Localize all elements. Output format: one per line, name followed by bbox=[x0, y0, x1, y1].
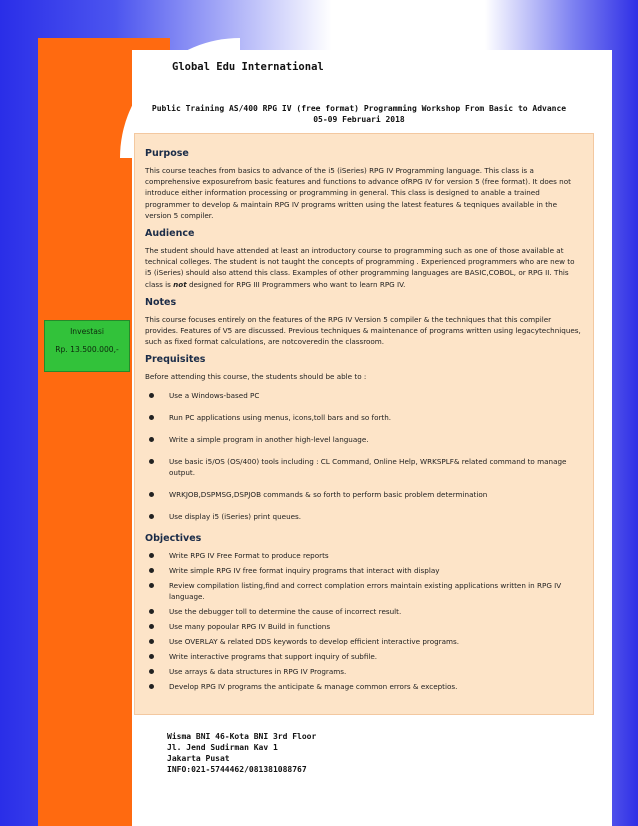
list-item bbox=[145, 565, 583, 576]
list-item-text: Use the debugger toll to determine the cause of incorrect result. bbox=[169, 606, 402, 616]
training-dates: 05-09 Februari 2018 bbox=[313, 115, 405, 124]
list-item-text: Use a Windows-based PC bbox=[169, 390, 260, 400]
audience-text-after: designed for RPG III Programmers who want to learn RPG IV. bbox=[186, 279, 406, 289]
bullet-icon bbox=[149, 624, 154, 629]
list-item bbox=[145, 621, 583, 632]
investasi-price: Rp. 13.500.000,- bbox=[55, 345, 119, 354]
bullet-icon bbox=[149, 583, 154, 588]
list-item-text: Write a simple program in another high-level language. bbox=[169, 434, 369, 444]
list-item bbox=[145, 456, 583, 478]
audience-text-before: The student should have attended at least an introductory course to programming such as one of those available at technical colleges. The student is not taught the concepts of programming . Experienced programmers who are new to i5 (iSeries) should also attend this class. Examples of other programming languages are BASIC,COBOL, or RPG II. This class is bbox=[145, 246, 575, 289]
address-line: Wisma BNI 46-Kota BNI 3rd Floor bbox=[167, 732, 317, 741]
investasi-badge bbox=[44, 320, 130, 372]
list-item-text: Write simple RPG IV free format inquiry programs that interact with display bbox=[169, 565, 440, 575]
list-item bbox=[145, 390, 583, 401]
bullet-icon bbox=[149, 415, 154, 420]
prerequisites-heading: Prequisites bbox=[145, 354, 206, 366]
list-item-text: Use OVERLAY & related DDS keywords to develop efficient interactive programs. bbox=[169, 636, 460, 646]
list-item bbox=[145, 666, 583, 677]
bullet-icon bbox=[149, 459, 154, 464]
list-item-text: Review compilation listing,find and correct complation errors maintain existing applications written in RPG IV language. bbox=[169, 580, 562, 601]
company-name: Global Edu International bbox=[172, 61, 324, 73]
list-item bbox=[145, 651, 583, 662]
objectives-heading: Objectives bbox=[145, 532, 202, 544]
investasi-label: Investasi bbox=[70, 327, 104, 336]
prerequisites-list bbox=[145, 390, 583, 522]
audience-heading: Audience bbox=[145, 228, 195, 240]
list-item-text: Run PC applications using menus, icons,toll bars and so forth. bbox=[169, 412, 392, 422]
list-item bbox=[145, 434, 583, 445]
address-block bbox=[167, 731, 316, 775]
list-item-text: WRKJOB,DSPMSG,DSPJOB commands & so forth to perform basic problem determination bbox=[169, 489, 488, 499]
objectives-list bbox=[145, 550, 583, 692]
notes-text: This course focuses entirely on the features of the RPG IV Version 5 compiler & the techniques that this compiler provides. Features of V5 are discussed. Previous techniques & maintenance of programs written using legacytechniques, such as fixed format calculations, are notcoveredin the classroom. bbox=[145, 314, 581, 347]
list-item bbox=[145, 412, 583, 423]
list-item bbox=[145, 681, 583, 692]
contact-info: INFO:021-5744462/081381088767 bbox=[167, 765, 307, 774]
audience-emphasis: not bbox=[173, 279, 187, 289]
course-content-box bbox=[134, 133, 594, 715]
address-line: Jl. Jend Sudirman Kav 1 bbox=[167, 743, 278, 752]
notes-heading: Notes bbox=[145, 296, 177, 308]
list-item-text: Use basic i5/OS (OS/400) tools including : CL Command, Online Help, WRKSPLF& related command to manage output. bbox=[169, 456, 567, 477]
bullet-icon bbox=[149, 639, 154, 644]
list-item bbox=[145, 636, 583, 647]
list-item-text: Use display i5 (iSeries) print queues. bbox=[169, 511, 302, 521]
bullet-icon bbox=[149, 437, 154, 442]
list-item bbox=[145, 489, 583, 500]
list-item-text: Use many popoular RPG IV Build in functions bbox=[169, 621, 331, 631]
list-item-text: Use arrays & data structures in RPG IV Programs. bbox=[169, 666, 347, 676]
list-item bbox=[145, 550, 583, 561]
bullet-icon bbox=[149, 514, 154, 519]
prerequisites-intro: Before attending this course, the students should be able to : bbox=[145, 372, 367, 382]
list-item bbox=[145, 511, 583, 522]
bullet-icon bbox=[149, 684, 154, 689]
list-item-text: Write RPG IV Free Format to produce reports bbox=[169, 550, 329, 560]
bullet-icon bbox=[149, 393, 154, 398]
list-item-text: Develop RPG IV programs the anticipate & manage common errors & exceptios. bbox=[169, 681, 458, 691]
training-title: Public Training AS/400 RPG IV (free format) Programming Workshop From Basic to Advance bbox=[151, 104, 567, 113]
list-item-text: Write interactive programs that support inquiry of subfile. bbox=[169, 651, 378, 661]
bullet-icon bbox=[149, 568, 154, 573]
purpose-heading: Purpose bbox=[145, 148, 189, 159]
list-item bbox=[145, 580, 583, 602]
audience-text bbox=[145, 245, 583, 290]
training-title-block bbox=[120, 103, 598, 125]
bullet-icon bbox=[149, 553, 154, 558]
bullet-icon bbox=[149, 492, 154, 497]
bullet-icon bbox=[149, 609, 154, 614]
list-item bbox=[145, 606, 583, 617]
address-line: Jakarta Pusat bbox=[167, 754, 230, 763]
bullet-icon bbox=[149, 654, 154, 659]
purpose-text: This course teaches from basics to advance of the i5 (iSeries) RPG IV Programming language. This class is a comprehensive exposurefrom basic features and functions to advance ofRPG IV for version 5 (free format). It does not introduce either information processing or programming in general. This class is designed to anable a trained programmer to develop & maintain RPG IV programs written using the latest features & teqniques available in the version 5 compiler. bbox=[145, 166, 571, 220]
bullet-icon bbox=[149, 669, 154, 674]
